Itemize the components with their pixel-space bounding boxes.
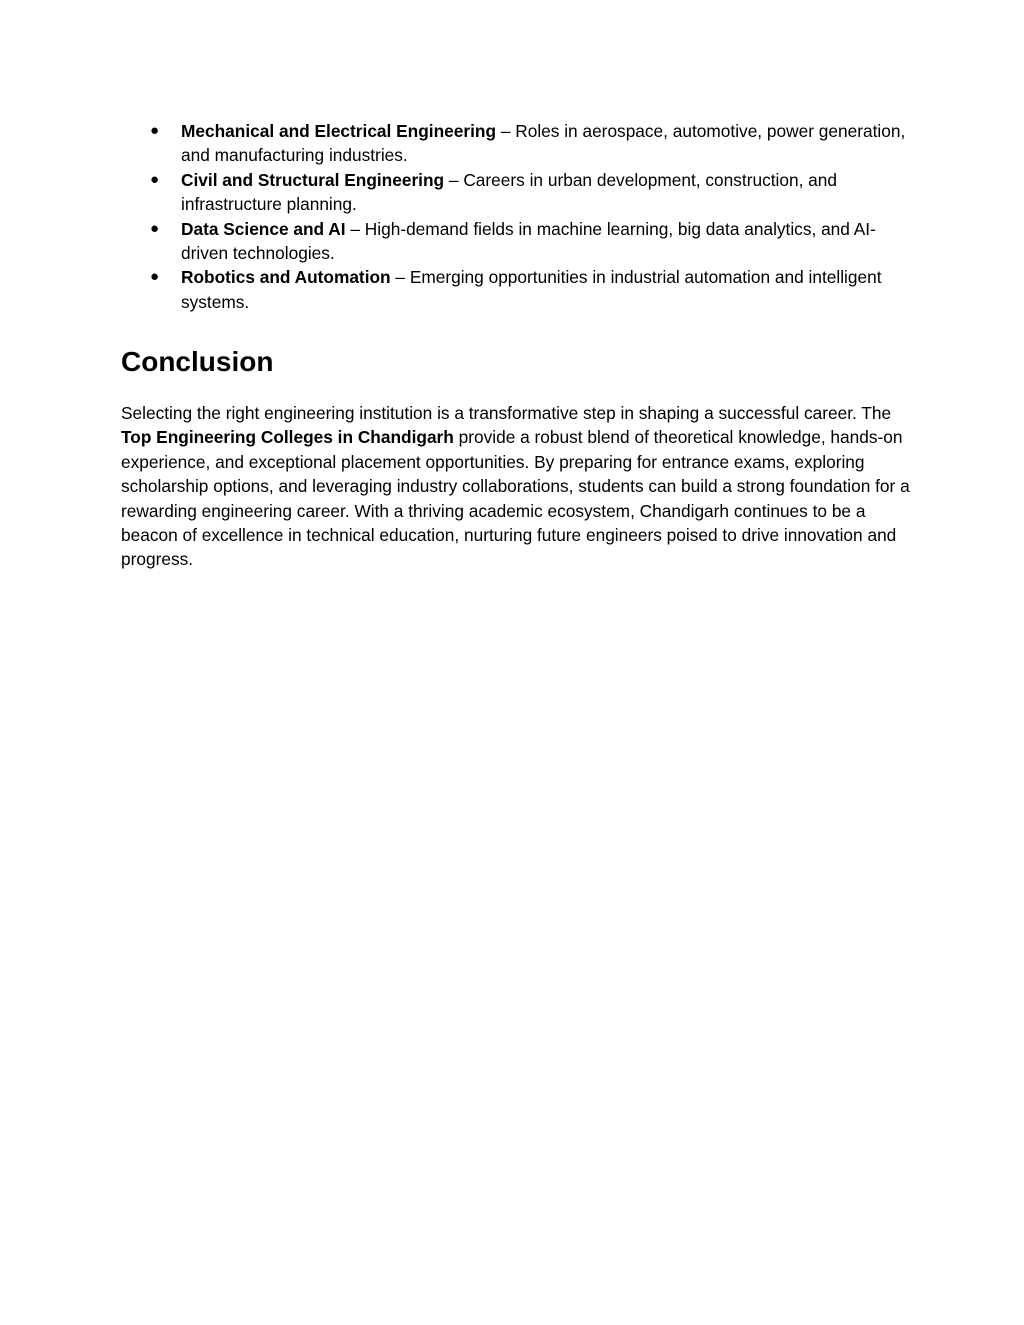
list-item-text: – Emerging opportunities in industrial automation and intelligent systems. [181, 267, 882, 312]
bullet-icon: ● [150, 170, 160, 188]
bullet-icon: ● [150, 268, 160, 286]
list-item-text: – High-demand fields in machine learning, big data analytics, and AI-driven technologies. [181, 218, 876, 264]
list-item-title: Mechanical and Electrical Engineering [181, 121, 497, 141]
list-item-title: Data Science and AI [181, 218, 346, 239]
bullet-icon: ● [150, 219, 160, 237]
conclusion-heading: Conclusion [121, 346, 274, 377]
list-item-title: Robotics and Automation [181, 267, 391, 288]
list-item [121, 217, 921, 266]
list-item [121, 265, 921, 314]
paragraph-text: provide a robust blend of theoretical knowledge, hands-on experience, and exceptional placement opportunities. By preparing for entrance exams, exploring scholarship options, and leveraging industry collaborations, students can build a strong foundation for a rewarding engineering career. With a thriving academic ecosystem, Chandigarh continues to be a beacon of excellence in technical education, nurturing future engineers poised to drive innovation and progress. [121, 427, 910, 570]
list-item [121, 119, 921, 168]
list-item-text: – Careers in urban development, construction, and infrastructure planning. [181, 169, 838, 215]
bullet-icon: ● [150, 122, 160, 139]
list-item [121, 168, 921, 217]
list-item-title: Civil and Structural Engineering [181, 169, 445, 190]
career-options-list [121, 119, 921, 314]
conclusion-paragraph [121, 401, 911, 572]
list-item-text: – Roles in aerospace, automotive, power generation, and manufacturing industries. [181, 121, 906, 166]
paragraph-text: Selecting the right engineering institution is a transformative step in shaping a successful career. The [121, 403, 892, 423]
paragraph-bold-text: Top Engineering Colleges in Chandigarh [121, 427, 454, 448]
